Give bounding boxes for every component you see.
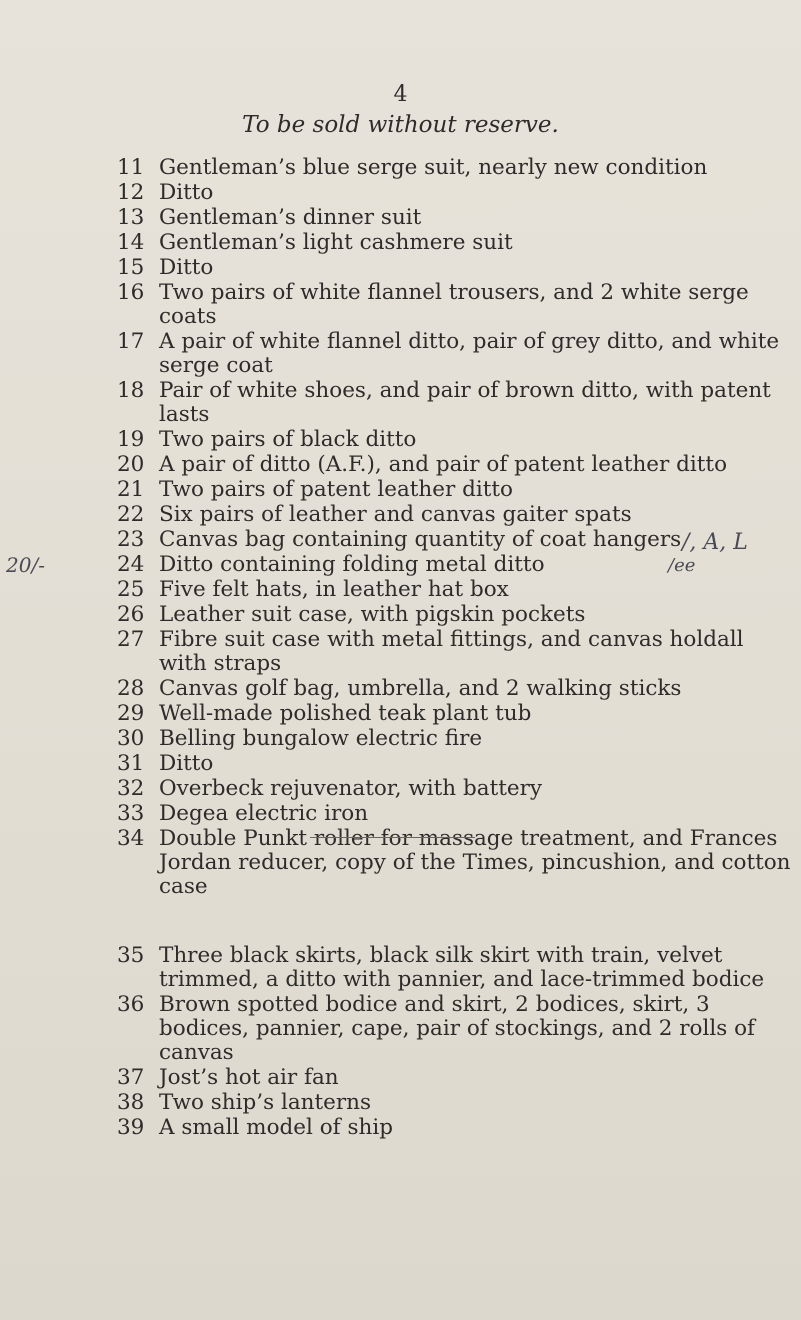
lot-description: Six pairs of leather and canvas gaiter spats [159,502,632,527]
page-number: 4 [393,82,408,107]
lot-description: Ditto [159,180,214,205]
lot-number: 25 [117,577,145,602]
lot-description: Belling bungalow electric fire [159,726,483,751]
lot-description: Canvas bag containing quantity of coat hangers [159,527,682,552]
lot-number: 39 [117,1115,145,1140]
lot-item [117,330,795,378]
lot-item [117,379,795,427]
lot-item [117,1066,795,1090]
lot-description: Well-made polished teak plant tub [159,701,532,726]
lot-item [117,206,795,230]
lot-description: Degea electric iron [159,801,369,826]
lot-description: Two pairs of black ditto [159,427,417,452]
lot-number: 33 [117,801,145,826]
page-heading: To be sold without reserve. [242,112,559,138]
lot-item [117,1091,795,1115]
lot-number: 34 [117,826,145,851]
lot-description: Ditto containing folding metal ditto [159,552,545,577]
lot-item [117,478,795,502]
lot-item [117,702,795,726]
lot-item [117,727,795,751]
lot-item [117,428,795,452]
lot-number: 27 [117,627,145,652]
lot-description: Gentleman’s dinner suit [159,205,422,230]
lot-group-clothing [117,156,795,899]
lot-number: 21 [117,477,145,502]
lot-description: A pair of ditto (A.F.), and pair of patent leather ditto [159,452,728,477]
lot-number: 32 [117,776,145,801]
lot-description: Jost’s hot air fan [159,1065,339,1090]
lot-item [117,628,795,676]
lot-description: Overbeck rejuvenator, with battery [159,776,542,801]
lot-number: 11 [117,155,145,180]
lot-number: 29 [117,701,145,726]
lot-item [117,1116,795,1140]
lot-item [117,603,795,627]
lot-description: Two pairs of patent leather ditto [159,477,513,502]
lot-item [117,752,795,776]
lot-description: A pair of white flannel ditto, pair of grey ditto, and white serge coat [159,329,780,378]
lot-item [117,503,795,527]
lot-number: 31 [117,751,145,776]
lot-description: Canvas golf bag, umbrella, and 2 walking sticks [159,676,682,701]
lot-description: Ditto [159,751,214,776]
lot-item [117,453,795,477]
section-divider [310,837,475,838]
lot-number: 38 [117,1090,145,1115]
lot-item [117,181,795,205]
lot-number: 28 [117,676,145,701]
lot-description: Two ship’s lanterns [159,1090,372,1115]
lot-item [117,578,795,602]
lot-description: Three black skirts, black silk skirt with train, velvet trimmed, a ditto with pannier, and lace-trimmed bodice [159,943,765,992]
section-gap [117,900,795,944]
lot-number: 23 [117,527,145,552]
lot-item [117,156,795,180]
lot-number: 20 [117,452,145,477]
lot-description: Gentleman’s blue serge suit, nearly new condition [159,155,708,180]
lot-number: 30 [117,726,145,751]
lot-number: 13 [117,205,145,230]
lot-number: 12 [117,180,145,205]
lot-number: 36 [117,992,145,1017]
lot-number: 15 [117,255,145,280]
handwritten-mark: /ee [668,555,696,576]
lot-description: Five felt hats, in leather hat box [159,577,509,602]
lot-description: Double Punkt roller for massage treatment, and Frances Jordan reducer, copy of the Times, pincushion, and cotton case [159,826,791,899]
lot-item [117,231,795,255]
lot-list [117,156,795,1141]
lot-item [117,944,795,992]
lot-number: 18 [117,378,145,403]
lot-item [117,802,795,826]
handwritten-price-note: 20/- [6,553,45,577]
lot-description: Fibre suit case with metal fittings, and canvas holdall with straps [159,627,744,676]
lot-description: Ditto [159,255,214,280]
lot-description: Two pairs of white flannel trousers, and 2 white serge coats [159,280,749,329]
lot-number: 37 [117,1065,145,1090]
handwritten-margin-note: /, A, L [682,530,748,555]
lot-description: A small model of ship [159,1115,393,1140]
lot-number: 24 [117,552,145,577]
lot-item [117,553,795,577]
lot-item [117,777,795,801]
lot-description: Leather suit case, with pigskin pockets [159,602,586,627]
lot-item [117,256,795,280]
lot-number: 35 [117,943,145,968]
lot-item [117,993,795,1065]
lot-item [117,677,795,701]
lot-group-skirts [117,944,795,1140]
lot-number: 16 [117,280,145,305]
lot-number: 19 [117,427,145,452]
lot-number: 22 [117,502,145,527]
lot-item [117,528,795,552]
lot-number: 14 [117,230,145,255]
lot-number: 17 [117,329,145,354]
lot-description: Gentleman’s light cashmere suit [159,230,513,255]
lot-description: Pair of white shoes, and pair of brown ditto, with patent lasts [159,378,771,427]
lot-item [117,281,795,329]
lot-number: 26 [117,602,145,627]
lot-description: Brown spotted bodice and skirt, 2 bodices, skirt, 3 bodices, pannier, cape, pair of stockings, and 2 rolls of canvas [159,992,755,1065]
